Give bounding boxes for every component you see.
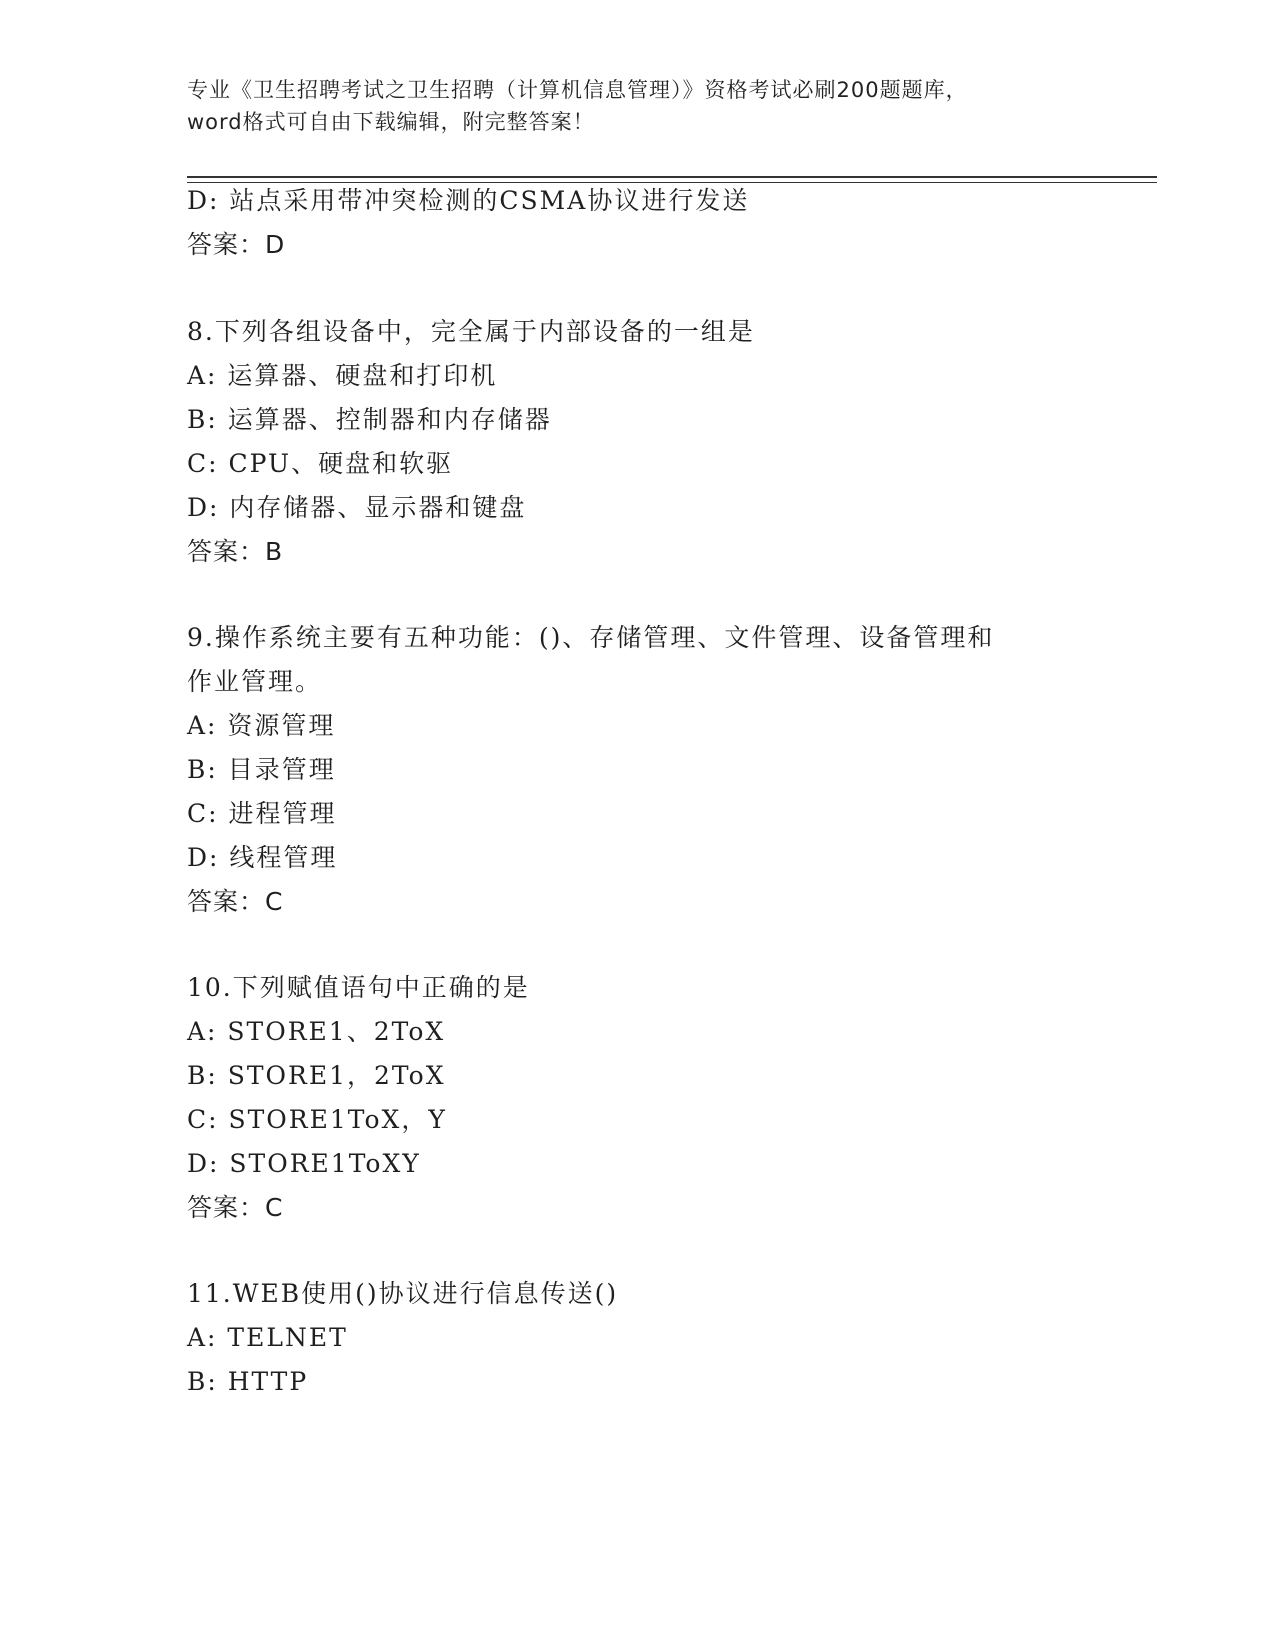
- q8-option-c: C: CPU、硬盘和软驱: [187, 449, 454, 478]
- q10-question: 10.下列赋值语句中正确的是: [187, 973, 530, 1002]
- q9-option-b: B: 目录管理: [187, 755, 336, 784]
- q8-question: 8.下列各组设备中，完全属于内部设备的一组是: [187, 317, 755, 346]
- header-divider-thick: [187, 176, 1157, 178]
- q9-question-line-1: 9.操作系统主要有五种功能：()、存储管理、文件管理、设备管理和: [187, 623, 995, 652]
- q7-option-d: D: 站点采用带冲突检测的CSMA协议进行发送: [187, 186, 750, 215]
- q10-option-c: C: STORE1ToX，Y: [187, 1105, 447, 1134]
- q9-option-c: C: 进程管理: [187, 799, 337, 828]
- q8-option-a: A: 运算器、硬盘和打印机: [187, 361, 498, 390]
- header-title-line-1: 专业《卫生招聘考试之卫生招聘（计算机信息管理）》资格考试必刷200题题库，: [187, 78, 968, 102]
- q7-answer: 答案：D: [187, 230, 286, 259]
- q10-option-d: D: STORE1ToXY: [187, 1149, 421, 1178]
- q8-option-d: D: 内存储器、显示器和键盘: [187, 493, 527, 522]
- q11-question: 11.WEB使用()协议进行信息传送(): [187, 1279, 619, 1308]
- q9-answer: 答案：C: [187, 887, 284, 916]
- q10-option-b: B: STORE1，2ToX: [187, 1061, 446, 1090]
- header-title-line-2: word格式可自由下载编辑，附完整答案！: [187, 110, 595, 134]
- q8-option-b: B: 运算器、控制器和内存储器: [187, 405, 552, 434]
- q11-option-a: A: TELNET: [187, 1323, 348, 1352]
- q9-option-a: A: 资源管理: [187, 711, 336, 740]
- header-divider-thin: [187, 182, 1157, 183]
- document-header: [187, 74, 1087, 138]
- q9-question-line-2: 作业管理。: [187, 667, 323, 696]
- q8-answer: 答案：B: [187, 537, 284, 566]
- q10-answer: 答案：C: [187, 1193, 284, 1222]
- q9-option-d: D: 线程管理: [187, 843, 338, 872]
- q10-option-a: A: STORE1、2ToX: [187, 1017, 446, 1046]
- q11-option-b: B: HTTP: [187, 1367, 309, 1396]
